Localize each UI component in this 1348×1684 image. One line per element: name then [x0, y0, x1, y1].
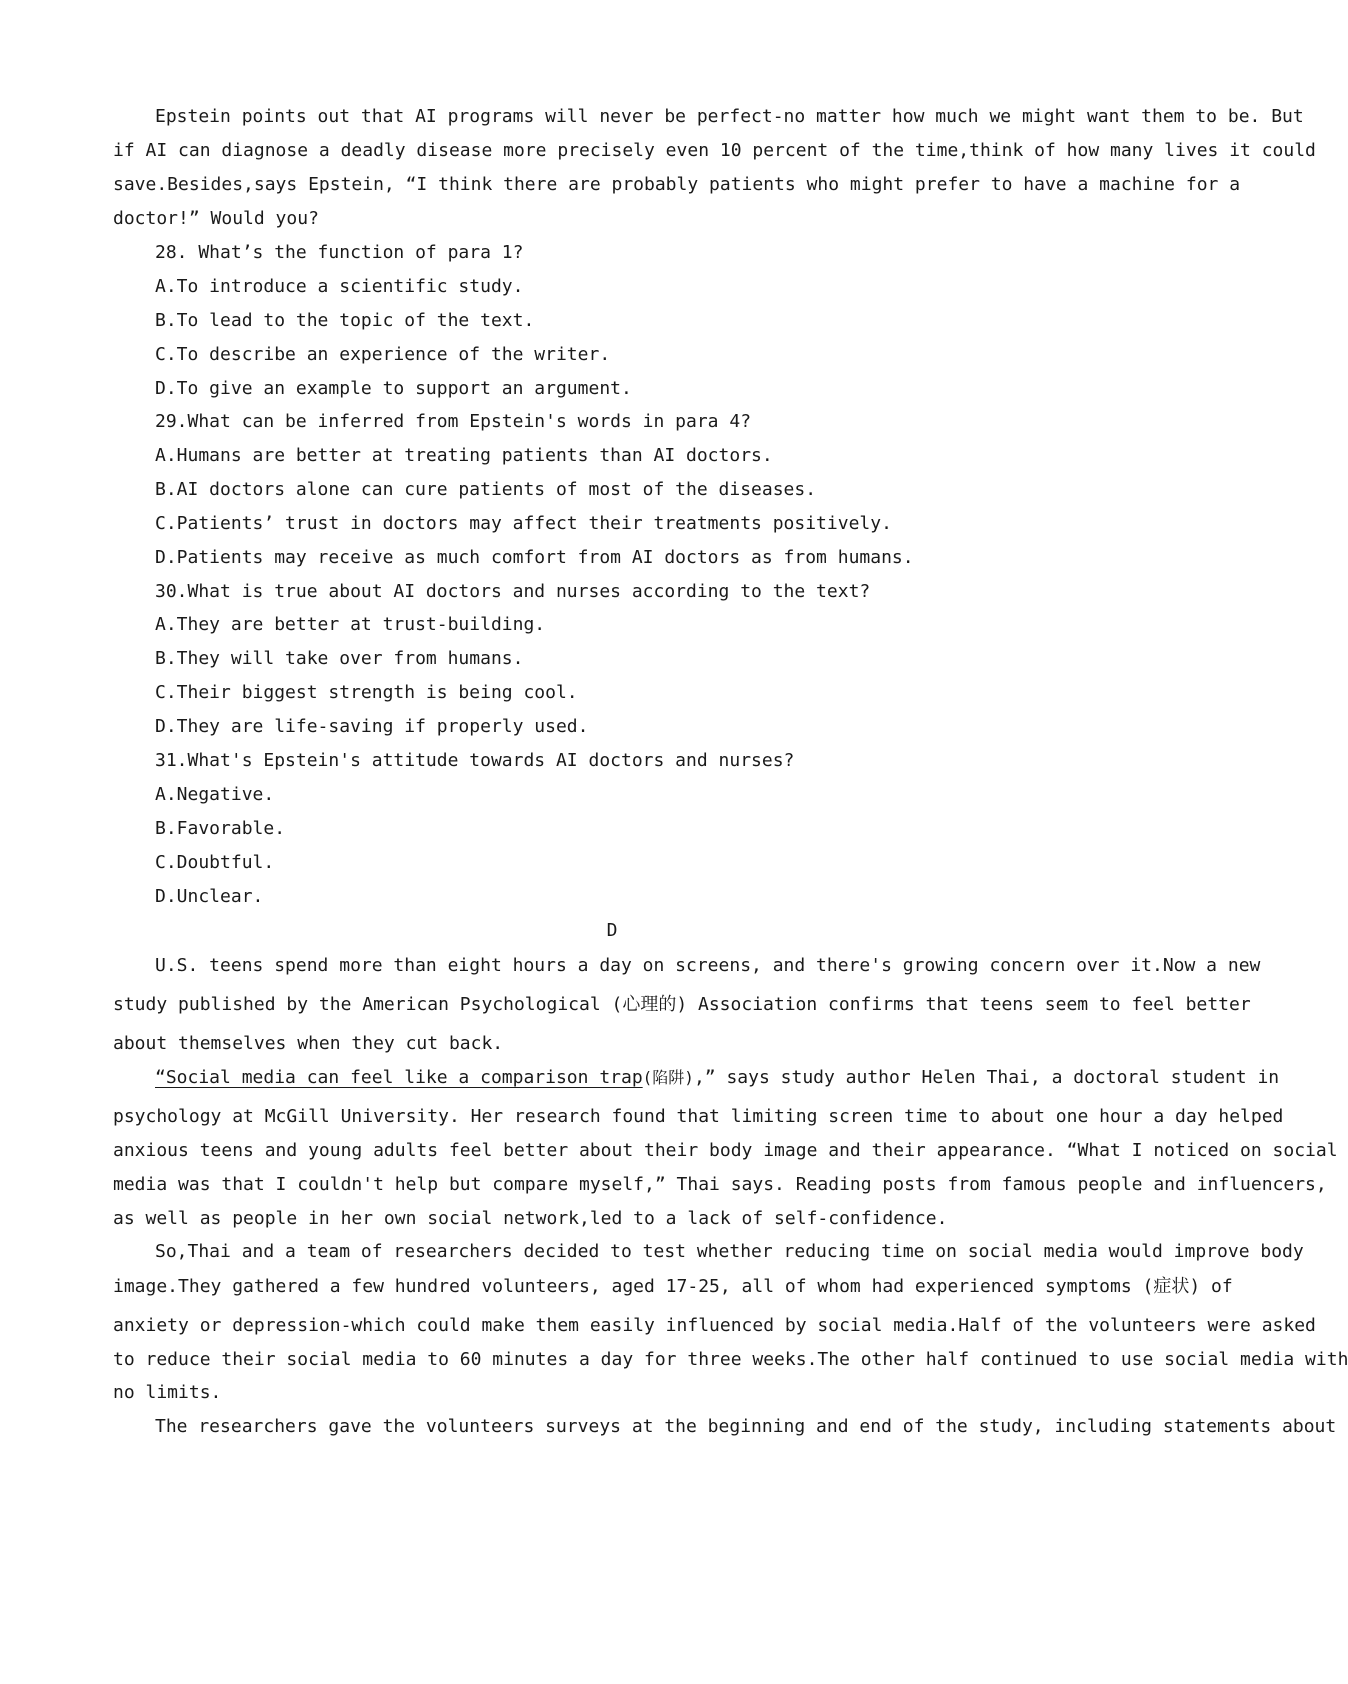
passage-d-p2-line-5: as well as people in her own social network,led to a lack of self-confidence. — [113, 1208, 948, 1229]
passage-d-p3-line-3: anxiety or depression-which could make them easily influenced by social media.Half of the volunteers were asked — [113, 1315, 1316, 1336]
passage-d-p2-line-4: media was that I couldn't help but compare myself,” Thai says. Reading posts from famous people and influencers, — [113, 1174, 1327, 1195]
question-29-stem: 29.What can be inferred from Epstein's words in para 4? — [155, 411, 752, 432]
gloss-trap: (陷阱) — [642, 1068, 694, 1087]
question-31-stem: 31.What's Epstein's attitude towards AI doctors and nurses? — [155, 750, 795, 771]
question-29-option-a: A.Humans are better at treating patients than AI doctors. — [155, 445, 773, 466]
question-30-option-b: B.They will take over from humans. — [155, 648, 524, 669]
passage-d-p3-line-4: to reduce their social media to 60 minutes a day for three weeks.The other half continued to use social media with — [113, 1349, 1348, 1370]
question-31-option-b: B.Favorable. — [155, 818, 286, 839]
passage-d-p1-line-3: about themselves when they cut back. — [113, 1033, 504, 1054]
question-29-option-c: C.Patients’ trust in doctors may affect their treatments positively. — [155, 513, 892, 534]
question-30-option-c: C.Their biggest strength is being cool. — [155, 682, 578, 703]
question-28-option-a: A.To introduce a scientific study. — [155, 276, 524, 297]
passage-c-line-2: if AI can diagnose a deadly disease more precisely even 10 percent of the time,think of how many lives it could — [113, 140, 1316, 161]
question-29-option-b: B.AI doctors alone can cure patients of most of the diseases. — [155, 479, 817, 500]
passage-d-p2-line-2: psychology at McGill University. Her research found that limiting screen time to about one hour a day helped — [113, 1106, 1284, 1127]
passage-d-p2-line-1 — [155, 1067, 1279, 1089]
passage-d-p4-line-1: The researchers gave the volunteers surveys at the beginning and end of the study, including statements about — [155, 1416, 1337, 1437]
passage-d-p1-line-1: U.S. teens spend more than eight hours a day on screens, and there's growing concern over it.Now a new — [155, 955, 1261, 976]
passage-d-p2-line-3: anxious teens and young adults feel better about their body image and their appearance. “What I noticed on social — [113, 1140, 1338, 1161]
question-31-option-a: A.Negative. — [155, 784, 275, 805]
passage-c-line-3: save.Besides,says Epstein, “I think there are probably patients who might prefer to have a machine for a — [113, 174, 1241, 195]
question-31-option-d: D.Unclear. — [155, 886, 264, 907]
passage-d-p3-line-5: no limits. — [113, 1382, 222, 1403]
question-31-option-c: C.Doubtful. — [155, 852, 275, 873]
passage-d-p1-line-2: study published by the American Psychological (心理的) Association confirms that teens seem to feel better — [113, 994, 1251, 1015]
question-30-option-d: D.They are life-saving if properly used. — [155, 716, 589, 737]
passage-d-p3-line-1: So,Thai and a team of researchers decided to test whether reducing time on social media would improve body — [155, 1241, 1304, 1262]
question-29-option-d: D.Patients may receive as much comfort from AI doctors as from humans. — [155, 547, 914, 568]
passage-d-p3-line-2: image.They gathered a few hundred volunteers, aged 17-25, all of whom had experienced symptoms (症状) of — [113, 1276, 1233, 1297]
question-28-option-c: C.To describe an experience of the writer. — [155, 344, 611, 365]
question-28-stem: 28. What’s the function of para 1? — [155, 242, 524, 263]
question-30-stem: 30.What is true about AI doctors and nurses according to the text? — [155, 581, 871, 602]
passage-d-heading: D — [606, 920, 618, 941]
question-28-option-d: D.To give an example to support an argument. — [155, 378, 632, 399]
question-30-option-a: A.They are better at trust-building. — [155, 614, 546, 635]
underlined-quote: “Social media can feel like a comparison trap — [155, 1067, 643, 1088]
passage-c-line-1: Epstein points out that AI programs will never be perfect-no matter how much we might want them to be. But — [155, 106, 1304, 127]
passage-c-line-4: doctor!” Would you? — [113, 208, 319, 229]
question-28-option-b: B.To lead to the topic of the text. — [155, 310, 535, 331]
p2-line-1-rest: ,” says study author Helen Thai, a doctoral student in — [693, 1067, 1280, 1088]
